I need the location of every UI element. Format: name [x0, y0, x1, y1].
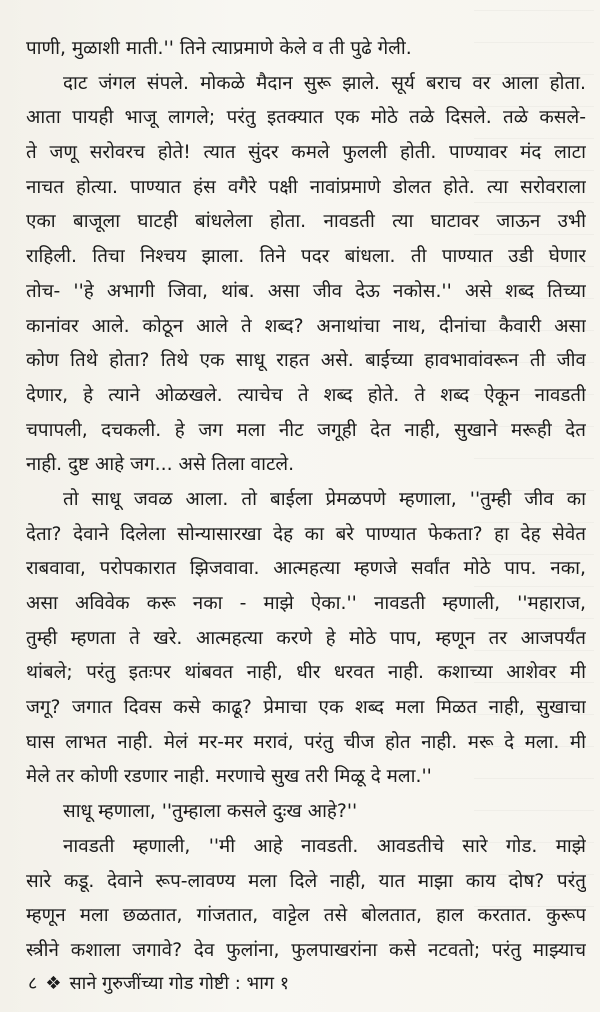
text-line: तो साधू जवळ आला. तो बाईला प्रेमळपणे म्हणाला, ''तुम्ही जीव का: [63, 488, 586, 510]
text-line: आता पायही भाजू लागले; परंतु इतक्यात एक मोठे तळे दिसले. तळे कसले-: [26, 107, 586, 129]
text-line: असा अविवेक करू नका - माझे ऐका.'' नावडती म्हणाली, ''महाराज,: [26, 593, 586, 614]
text-line: राबवावा, परोपकारात झिजवावा. आत्महत्या म्हणजे सर्वांत मोठे पाप. नका,: [26, 558, 586, 580]
text-line: स्त्रीने कशाला जगावे? देव फुलांना, फुलपाखरांना कसे नटवतो; परंतु माझ्याच: [26, 939, 586, 961]
body-text: [26, 32, 586, 969]
text-line: थांबले; परंतु इतःपर थांबवत नाही, धीर धरवत नाही. कशाच्या आशेवर मी: [26, 662, 586, 684]
page-footer: [28, 972, 289, 996]
book-title: साने गुरुजींच्या गोड गोष्टी : भाग १: [69, 973, 290, 994]
text-line: नाचत होत्या. पाण्यात हंस वगैरे पक्षी नावांप्रमाणे डोलत होते. त्या सरोवराला: [26, 176, 586, 198]
text-line: देता? देवाने दिलेला सोन्यासारखा देह का बरे पाण्यात फेकता? हा देह सेवेत: [26, 523, 586, 545]
text-line: एका बाजूला घाटही बांधलेला होता. नावडती त्या घाटावर जाऊन उभी: [26, 211, 586, 233]
text-line: सारे कडू. देवाने रूप-लावण्य मला दिले नाही, यात माझा काय दोष? परंतु: [26, 870, 586, 892]
text-line: साधू म्हणाला, ''तुम्हाला कसले दुःख आहे?'': [63, 801, 358, 823]
text-line: म्हणून मला छळतात, गांजतात, वाट्टेल तसे बोलतात, हाल करतात. कुरूप: [26, 905, 586, 927]
text-line: मेले तर कोणी रडणार नाही. मरणाचे सुख तरी मिळू दे मला.'': [26, 766, 432, 788]
text-line: देणार, हे त्याने ओळखले. त्याचेच ते शब्द होते. ते शब्द ऐकून नावडती: [26, 384, 586, 406]
text-line: तोच- ''हे अभागी जिवा, थांब. असा जीव देऊ नकोस.'' असे शब्द तिच्या: [26, 280, 586, 302]
text-line: नाही. दुष्ट आहे जग... असे तिला वाटले.: [26, 454, 295, 476]
text-line: कोण तिथे होता? तिथे एक साधू राहत असे. बाईच्या हावभावांवरून ती जीव: [26, 350, 586, 372]
text-line: जगू? जगात दिवस कसे काढू? प्रेमाचा एक शब्द मला मिळत नाही, सुखाचा: [26, 697, 586, 719]
text-line: चपापली, दचकली. हे जग मला नीट जगूही देत नाही, सुखाने मरूही देत: [26, 419, 586, 441]
text-line: कानांवर आले. कोठून आले ते शब्द? अनाथांचा नाथ, दीनांचा कैवारी असा: [26, 315, 586, 337]
text-line: तुम्ही म्हणता ते खरे. आत्महत्या करणे हे मोठे पाप, म्हणून तर आजपर्यंत: [26, 627, 586, 649]
text-line: नावडती म्हणाली, ''मी आहे नावडती. आवडतीचे सारे गोड. माझे: [63, 835, 586, 857]
page-number: ८: [28, 973, 38, 994]
ornament-icon: ❖: [45, 973, 62, 994]
text-line: पाणी, मुळाशी माती.'' तिने त्याप्रमाणे केले व ती पुढे गेली.: [26, 38, 412, 59]
text-line: ते जणू सरोवरच होते! त्यात सुंदर कमले फुलली होती. पाण्यावर मंद लाटा: [26, 142, 586, 164]
text-line: घास लाभत नाही. मेलं मर-मर मरावं, परंतु चीज होत नाही. मरू दे मला. मी: [26, 731, 586, 753]
text-line: दाट जंगल संपले. मोकळे मैदान सुरू झाले. सूर्य बराच वर आला होता.: [63, 72, 586, 94]
text-line: राहिली. तिचा निश्चय झाला. तिने पदर बांधला. ती पाण्यात उडी घेणार: [26, 246, 586, 268]
